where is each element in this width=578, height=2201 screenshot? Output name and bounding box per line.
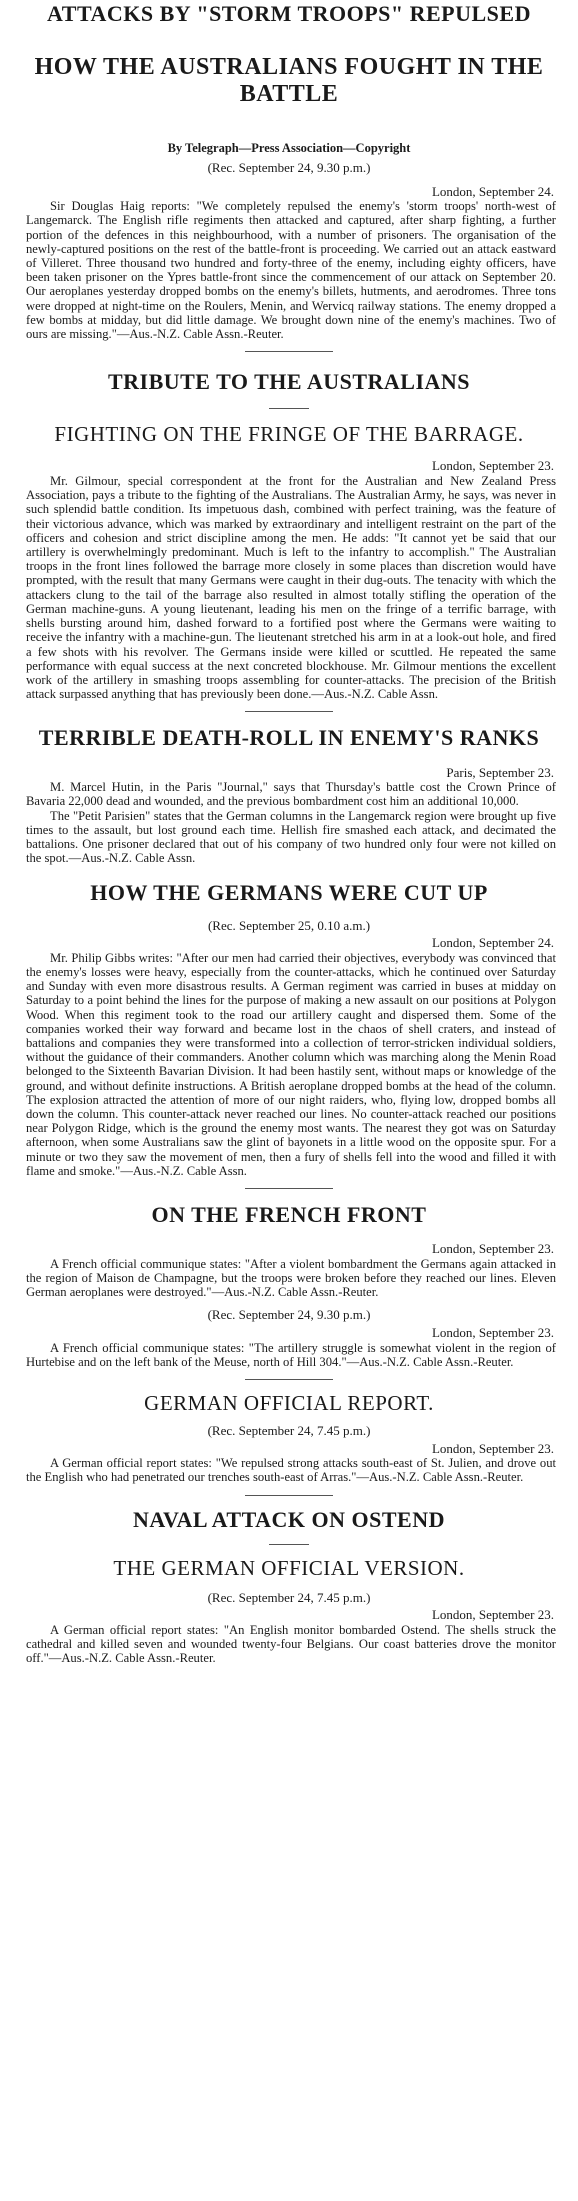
- dateline: London, September 23.: [431, 1241, 554, 1257]
- article-paragraph: M. Marcel Hutin, in the Paris "Journal," says that Thursday's battle cost the Crown Prince of Bavaria 22,000 dead and wounded, and the previous bombardment cost him an additional 10,000.: [26, 780, 556, 809]
- article-german-official: [8, 1392, 570, 1485]
- article-body: Mr. Gilmour, special correspondent at the front for the Australian and New Zealand Press Association, pays a tribute to the fighting of the Australians. The Australian Army, he says, was never in such splendid battle condition. Its impetuous dash, combined with perfect training, was the feature of their victorious advance, which was marked by extraordinary and intelligent restraint on the part of the officers and cohesion and strict discipline among the men. He adds: "It cannot yet be said that our artillery is overwhelmingly predominant. Much is left to the infantry to accomplish." The Australian troops in the front lines followed the barrage more closely in some places than discretion would have prompted, with the result that many Germans were caught in their dug-outs. The tenacity with which the attackers clung to the tail of the barrage also resulted in almost totally stifling the operation of the German machine-guns. A young lieutenant, leading his men on the fringe of a terrific barrage, with shells bursting around him, dashed forward to a fortified post where the Germans were waiting to receive the infantry with a machine-gun. The lieutenant stretched his arm in at a look-out hole, and fired a few shots with his revolver. The Germans inside were killed or scuttled. He repeated the same performance with equal success at the next concreted blockhouse. Mr. Gilmour mentions the excellent work of the artillery in smashing troops assembling for counter-attacks. The precision of the British attack surpassed anything that has previously been done.—Aus.-N.Z. Cable Assn.: [26, 474, 556, 702]
- main-headline: HOW THE AUSTRALIANS FOUGHT IN THE BATTLE: [34, 54, 544, 107]
- article-paragraph: The "Petit Parisien" states that the German columns in the Langemarck region were brought up five times to the assault, but lost ground each time. Hellish fire smashed each attack, and decimated the battalions. One prisoner declared that out of his company of two hundred only four were not killed on the spot.—Aus.-N.Z. Cable Assn.: [26, 808, 556, 866]
- dateline: Paris, September 23.: [446, 764, 554, 780]
- received-time: (Rec. September 24, 9.30 p.m.): [207, 159, 371, 175]
- article-french-communique: [8, 1307, 570, 1369]
- section-divider: [245, 1379, 333, 1380]
- received-time: (Rec. September 25, 0.10 a.m.): [207, 917, 371, 933]
- dateline: London, September 24.: [431, 935, 554, 951]
- article-body: A German official report states: "An English monitor bombarded Ostend. The shells struck the cathedral and killed seven and wounded twenty-four Belgians. Our coast batteries drove the monitor off."—Aus.-N.Z. Cable Assn.-Reuter.: [26, 1623, 556, 1666]
- section-divider: [245, 1495, 333, 1496]
- article-death-roll: [8, 726, 570, 865]
- received-time: (Rec. September 24, 7.45 p.m.): [207, 1423, 371, 1439]
- section-divider: [269, 408, 309, 409]
- section-headline: TERRIBLE DEATH-ROLL IN ENEMY'S RANKS: [38, 725, 540, 751]
- article-body: A French official communique states: "The artillery struggle is somewhat violent in the region of Hurtebise and on the left bank of the Meuse, north of Hill 304."—Aus.-N.Z. Cable Assn.-Reuter.: [26, 1340, 556, 1369]
- section-divider: [245, 711, 333, 712]
- article-body: Sir Douglas Haig reports: "We completely repulsed the enemy's 'storm troops' north-west of Langemarck. The English rifle regiments then attacked and captured, after sharp fighting, a further portion of the defences in this neighbourhood, with a number of prisoners. The organisation of the newly-captured positions on the rest of the battle-front is proceeding. We carried out an attack eastward of Villeret. Three thousand two hundred and forty-three of the enemy, including eighty officers, have been taken prisoner on the Ypres battle-front since the commencement of our attack on September 20. Our aeroplanes yesterday dropped bombs on the enemy's billets, hutments, and aerodromes. Three tons were dropped at night-time on the Roulers, Menin, and Wervicq railway stations. The enemy dropped a few bombs at midday, but did little damage. We brought down nine of the enemy's machines. Two of ours are missing."—Aus.-N.Z. Cable Assn.-Reuter.: [26, 199, 556, 341]
- article-germans-cut-up: [8, 881, 570, 1178]
- received-time: (Rec. September 24, 9.30 p.m.): [207, 1307, 371, 1323]
- dateline: London, September 23.: [431, 1440, 554, 1456]
- section-headline: NAVAL ATTACK ON OSTEND: [133, 1506, 445, 1532]
- dateline: London, September 23.: [431, 458, 554, 474]
- article-naval-attack: [8, 1508, 570, 1666]
- article-body: A German official report states: "We repulsed strong attacks south-east of St. Julien, and drove out the English who had penetrated our trenches south-east of Arras."—Aus.-N.Z. Cable Assn.-Reuter.: [26, 1456, 556, 1485]
- article-haig-report: [8, 184, 570, 342]
- section-headline: TRIBUTE TO THE AUSTRALIANS: [107, 369, 471, 395]
- article-french-front: [8, 1203, 570, 1299]
- top-headline: ATTACKS BY "STORM TROOPS" REPULSED: [47, 1, 531, 26]
- article-body: Mr. Philip Gibbs writes: "After our men had carried their objectives, everybody was convinced that the enemy's losses were heavy, especially from the counter-attacks, which he continued over Saturday and Sunday with even more disastrous results. A German regiment was carried in buses at midday on Saturday to a point behind the lines for the purpose of making a new assault on our positions at Polygon Wood. When this regiment took to the road our artillery caught and dispersed them. Some of the companies worked their way forward and became lost in the chaos of shell craters, and instead of battalions and companies they were transformed into a collection of terror-stricken individual soldiers, without the guidance of their commanders. Another column which was marching along the Menin Road belonged to the Sixteenth Bavarian Division. It had been hastily sent, without maps or knowledge of the ground, and without definite instructions. A British aeroplane dropped bombs at the head of the column. The explosion attracted the attention of more of our night raiders, who, flying low, dropped bombs all down the column. This counter-attack never reached our lines. No counter-attack reached our positions near Polygon Ridge, which is the ground the enemy most wants. The nearest they got was on Saturday afternoon, when some Australians saw the glint of bayonets in a little wood on the opposite spur. For a minute or two they saw the movement of men, then a fury of shells fell into the wood and filled it with flame and smoke."—Aus.-N.Z. Cable Assn.: [26, 950, 556, 1178]
- article-body: A French official communique states: "After a violent bombardment the Germans again attacked in the region of Maison de Champagne, but the troops were broken before they reached our lines. Eleven German aeroplanes were destroyed."—Aus.-N.Z. Cable Assn.-Reuter.: [26, 1256, 556, 1300]
- section-divider: [269, 1544, 309, 1545]
- section-subheadline: FIGHTING ON THE FRINGE OF THE BARRAGE.: [54, 422, 524, 447]
- article-tribute: [8, 370, 570, 701]
- section-subheadline: THE GERMAN OFFICIAL VERSION.: [113, 1555, 465, 1580]
- section-headline: ON THE FRENCH FRONT: [151, 1201, 427, 1227]
- received-time: (Rec. September 24, 7.45 p.m.): [207, 1589, 371, 1605]
- section-divider: [245, 351, 333, 352]
- byline: By Telegraph—Press Association—Copyright: [167, 140, 411, 155]
- dateline: London, September 23.: [431, 1607, 554, 1623]
- dateline: London, September 23.: [431, 1324, 554, 1340]
- dateline: London, September 24.: [431, 183, 554, 199]
- section-headline: GERMAN OFFICIAL REPORT.: [144, 1390, 434, 1415]
- section-divider: [245, 1188, 333, 1189]
- section-headline: HOW THE GERMANS WERE CUT UP: [90, 880, 488, 906]
